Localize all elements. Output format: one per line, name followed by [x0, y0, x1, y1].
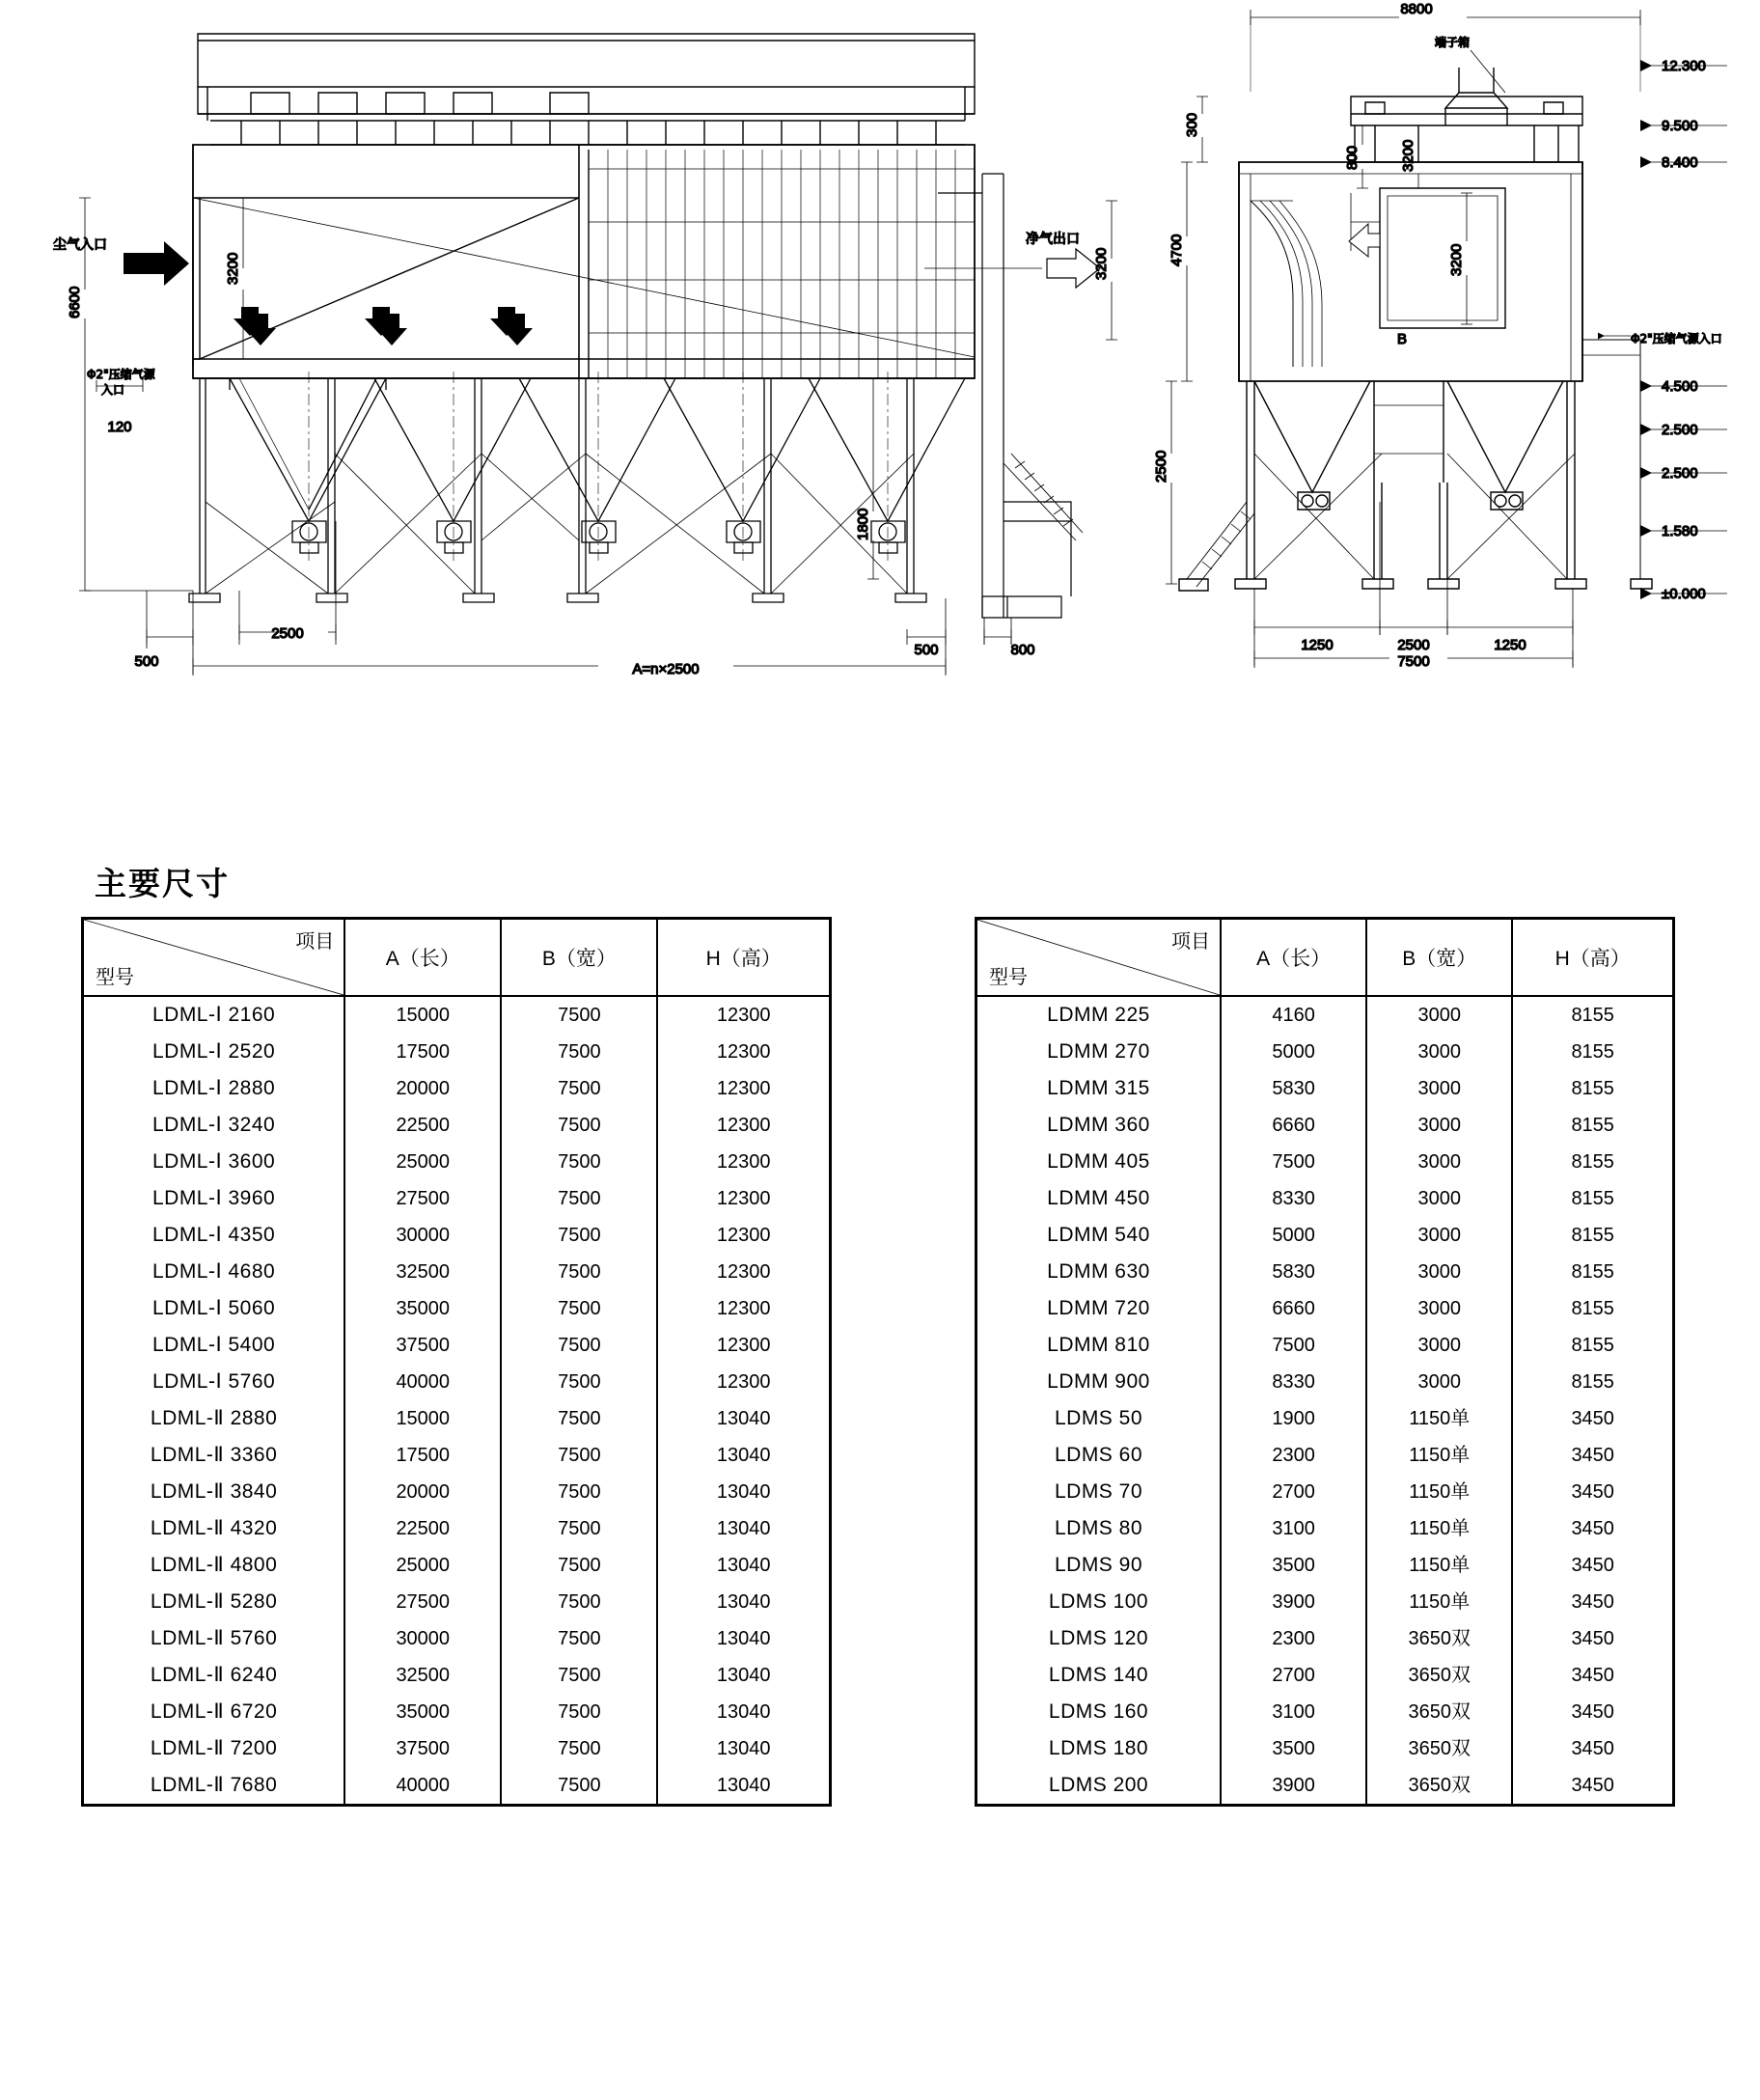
cell-a: 2700: [1221, 1474, 1366, 1510]
dim-6600: 6600: [67, 286, 83, 318]
table-row: [977, 1584, 1672, 1620]
cell-a: 37500: [344, 1730, 501, 1767]
cell-model: LDMM 810: [977, 1327, 1221, 1364]
table-row: [84, 1474, 829, 1510]
cell-b: 7500: [501, 1364, 657, 1400]
cell-model: LDML-Ⅱ 6720: [84, 1694, 344, 1730]
cell-model: LDMM 360: [977, 1107, 1221, 1144]
cell-model: LDMS 70: [977, 1474, 1221, 1510]
cell-model: LDML-Ⅱ 2880: [84, 1400, 344, 1437]
dim-3200-chamber: 3200: [1448, 243, 1465, 276]
cell-b: 3000: [1366, 1217, 1512, 1254]
cell-h: 13040: [657, 1730, 829, 1767]
cell-a: 27500: [344, 1180, 501, 1217]
cell-a: 22500: [344, 1107, 501, 1144]
table-row: [84, 1437, 829, 1474]
elev-5: 2.500: [1662, 465, 1698, 482]
cell-b: 1150单: [1366, 1400, 1512, 1437]
cell-b: 7500: [501, 1474, 657, 1510]
cell-model: LDMM 225: [977, 996, 1221, 1034]
cell-b: 7500: [501, 1694, 657, 1730]
cell-h: 8155: [1512, 1364, 1672, 1400]
table-row: [977, 1107, 1672, 1144]
cell-b: 3000: [1366, 1107, 1512, 1144]
dim-1800: 1800: [855, 508, 871, 540]
cell-model: LDML-Ⅰ 3240: [84, 1107, 344, 1144]
cell-h: 12300: [657, 1290, 829, 1327]
table-row: [84, 1254, 829, 1290]
dim-2500-side: 2500: [1153, 450, 1169, 483]
table-row: [84, 1107, 829, 1144]
cell-h: 12300: [657, 1254, 829, 1290]
header-b: B（宽）: [501, 920, 657, 996]
cell-h: 13040: [657, 1767, 829, 1804]
cell-b: 1150单: [1366, 1510, 1512, 1547]
elev-6: 1.580: [1662, 523, 1698, 539]
cell-a: 7500: [1221, 1327, 1366, 1364]
cell-h: 3450: [1512, 1584, 1672, 1620]
table-row: [84, 1070, 829, 1107]
cell-model: LDML-Ⅱ 5760: [84, 1620, 344, 1657]
table-row: [977, 1694, 1672, 1730]
table-row: [977, 1657, 1672, 1694]
air-source-right-label: Φ2"压缩气源入口: [1631, 332, 1722, 345]
table-row: [977, 1327, 1672, 1364]
cell-b: 7500: [501, 1657, 657, 1694]
technical-drawing: [0, 0, 1760, 733]
cell-model: LDMS 180: [977, 1730, 1221, 1767]
cell-a: 3500: [1221, 1730, 1366, 1767]
table-row: [84, 1364, 829, 1400]
cell-h: 3450: [1512, 1510, 1672, 1547]
table-row: [977, 1290, 1672, 1327]
table-row: [84, 996, 829, 1034]
cell-h: 8155: [1512, 1070, 1672, 1107]
cell-h: 12300: [657, 1144, 829, 1180]
cell-a: 20000: [344, 1474, 501, 1510]
cell-a: 17500: [344, 1437, 501, 1474]
cell-a: 2300: [1221, 1437, 1366, 1474]
cell-h: 12300: [657, 1034, 829, 1070]
cell-h: 12300: [657, 1070, 829, 1107]
cell-h: 3450: [1512, 1400, 1672, 1437]
cell-h: 8155: [1512, 1144, 1672, 1180]
cell-b: 7500: [501, 1180, 657, 1217]
cell-b: 7500: [501, 1767, 657, 1804]
cell-a: 4160: [1221, 996, 1366, 1034]
table-row: [84, 1034, 829, 1070]
cell-a: 2300: [1221, 1620, 1366, 1657]
cell-b: 7500: [501, 996, 657, 1034]
cell-a: 1900: [1221, 1400, 1366, 1437]
cell-a: 8330: [1221, 1364, 1366, 1400]
cell-model: LDML-Ⅰ 2160: [84, 996, 344, 1034]
cell-b: 7500: [501, 1547, 657, 1584]
cell-h: 13040: [657, 1437, 829, 1474]
table-row: [84, 1144, 829, 1180]
cell-model: LDMS 100: [977, 1584, 1221, 1620]
table-row: [84, 1694, 829, 1730]
cell-model: LDML-Ⅱ 3840: [84, 1474, 344, 1510]
table-row: [84, 1584, 829, 1620]
header-model-label: 型号: [96, 965, 134, 988]
table-row: [84, 1510, 829, 1547]
cell-b: 7500: [501, 1107, 657, 1144]
cell-model: LDMS 50: [977, 1400, 1221, 1437]
table-row: [977, 1547, 1672, 1584]
table-row: [977, 1437, 1672, 1474]
cell-b: 3000: [1366, 996, 1512, 1034]
cell-model: LDML-Ⅱ 7680: [84, 1767, 344, 1804]
dim-500-right: 500: [914, 642, 939, 658]
cell-h: 8155: [1512, 996, 1672, 1034]
cell-a: 35000: [344, 1694, 501, 1730]
table-row: [84, 1180, 829, 1217]
elev-7: ±0.000: [1662, 586, 1706, 602]
cell-h: 13040: [657, 1400, 829, 1437]
cell-a: 8330: [1221, 1180, 1366, 1217]
cell-a: 32500: [344, 1254, 501, 1290]
cell-model: LDMM 540: [977, 1217, 1221, 1254]
cell-model: LDML-Ⅰ 3600: [84, 1144, 344, 1180]
cell-model: LDMM 900: [977, 1364, 1221, 1400]
cell-a: 5000: [1221, 1034, 1366, 1070]
cell-h: 12300: [657, 1217, 829, 1254]
cell-h: 13040: [657, 1657, 829, 1694]
cell-b: 3000: [1366, 1034, 1512, 1070]
cell-h: 3450: [1512, 1694, 1672, 1730]
table-row: [84, 1657, 829, 1694]
table-row: [84, 1290, 829, 1327]
left-dimension-table: [81, 917, 832, 1807]
header-model-label: 型号: [989, 965, 1028, 988]
dim-7500-base: 7500: [1397, 653, 1430, 670]
cell-b: 1150单: [1366, 1547, 1512, 1584]
cell-model: LDML-Ⅰ 2520: [84, 1034, 344, 1070]
cell-h: 13040: [657, 1474, 829, 1510]
cell-model: LDMS 140: [977, 1657, 1221, 1694]
cell-b: 1150单: [1366, 1474, 1512, 1510]
cell-a: 7500: [1221, 1144, 1366, 1180]
cell-a: 35000: [344, 1290, 501, 1327]
table-row: [84, 1547, 829, 1584]
cell-b: 3000: [1366, 1290, 1512, 1327]
air-source-left-label: Φ2"压缩气源: [87, 368, 155, 381]
cell-b: 3000: [1366, 1364, 1512, 1400]
cell-b: 3650双: [1366, 1767, 1512, 1804]
elev-4: 2.500: [1662, 422, 1698, 438]
air-source-left-label2: 入口: [101, 383, 125, 397]
elev-1: 9.500: [1662, 118, 1698, 134]
cell-a: 3900: [1221, 1767, 1366, 1804]
cell-model: LDML-Ⅰ 5760: [84, 1364, 344, 1400]
cell-model: LDML-Ⅰ 4350: [84, 1217, 344, 1254]
cell-h: 13040: [657, 1510, 829, 1547]
cell-model: LDML-Ⅱ 7200: [84, 1730, 344, 1767]
cell-h: 13040: [657, 1547, 829, 1584]
clean-outlet-label: 净气出口: [1026, 232, 1080, 247]
cell-a: 37500: [344, 1327, 501, 1364]
cell-b: 3650双: [1366, 1694, 1512, 1730]
table-row: [84, 1217, 829, 1254]
cell-a: 6660: [1221, 1290, 1366, 1327]
cell-b: 7500: [501, 1327, 657, 1364]
cell-model: LDMM 405: [977, 1144, 1221, 1180]
cell-b: 7500: [501, 1730, 657, 1767]
table-row: [977, 996, 1672, 1034]
cell-a: 5830: [1221, 1254, 1366, 1290]
cell-model: LDMS 60: [977, 1437, 1221, 1474]
cell-h: 12300: [657, 1180, 829, 1217]
cell-b: 7500: [501, 1034, 657, 1070]
cell-a: 15000: [344, 996, 501, 1034]
cell-a: 3500: [1221, 1547, 1366, 1584]
table-row: [977, 1364, 1672, 1400]
right-dimension-table: [975, 917, 1675, 1807]
header-a: A（长）: [344, 920, 501, 996]
cell-b: 1150单: [1366, 1584, 1512, 1620]
table-row: [977, 1034, 1672, 1070]
cell-a: 22500: [344, 1510, 501, 1547]
cell-a: 15000: [344, 1400, 501, 1437]
cell-model: LDML-Ⅱ 3360: [84, 1437, 344, 1474]
cell-model: LDML-Ⅱ 4800: [84, 1547, 344, 1584]
table-row: [84, 1767, 829, 1804]
table-row: [977, 1474, 1672, 1510]
cell-b: 7500: [501, 1510, 657, 1547]
cell-a: 20000: [344, 1070, 501, 1107]
cell-h: 3450: [1512, 1547, 1672, 1584]
dim-800: 800: [1344, 145, 1361, 170]
cell-b: 7500: [501, 1144, 657, 1180]
cell-h: 8155: [1512, 1290, 1672, 1327]
cell-h: 3450: [1512, 1657, 1672, 1694]
table-row: [977, 1767, 1672, 1804]
dim-span-label: A=n×2500: [632, 661, 700, 677]
cell-b: 3650双: [1366, 1730, 1512, 1767]
cell-h: 8155: [1512, 1327, 1672, 1364]
header-model-item-cell-right: [977, 920, 1221, 996]
dim-300: 300: [1184, 112, 1200, 137]
cell-b: 3000: [1366, 1180, 1512, 1217]
cell-a: 3900: [1221, 1584, 1366, 1620]
cell-h: 8155: [1512, 1034, 1672, 1070]
cell-h: 12300: [657, 1364, 829, 1400]
elev-2: 8.400: [1662, 154, 1698, 171]
table-row: [84, 1400, 829, 1437]
cell-h: 13040: [657, 1694, 829, 1730]
cell-h: 12300: [657, 1107, 829, 1144]
dim-800-right: 800: [1010, 642, 1035, 658]
cell-b: 3000: [1366, 1144, 1512, 1180]
cell-b: 3000: [1366, 1327, 1512, 1364]
cell-h: 8155: [1512, 1107, 1672, 1144]
cell-h: 13040: [657, 1584, 829, 1620]
cell-a: 6660: [1221, 1107, 1366, 1144]
cell-model: LDMS 120: [977, 1620, 1221, 1657]
cell-a: 40000: [344, 1767, 501, 1804]
header-item-label: 项目: [295, 929, 335, 953]
table-row: [977, 1510, 1672, 1547]
dim-500-left: 500: [134, 653, 159, 670]
cell-b: 7500: [501, 1290, 657, 1327]
label-b: B: [1397, 331, 1408, 347]
cell-a: 3100: [1221, 1694, 1366, 1730]
cell-b: 7500: [501, 1584, 657, 1620]
table-row: [84, 1730, 829, 1767]
dim-120: 120: [107, 419, 132, 435]
table-row: [977, 1400, 1672, 1437]
table-row: [977, 1217, 1672, 1254]
dim-3200-top: 3200: [1400, 139, 1416, 172]
cell-model: LDMS 80: [977, 1510, 1221, 1547]
header-b: B（宽）: [1366, 920, 1512, 996]
cell-a: 3100: [1221, 1510, 1366, 1547]
dim-3200-outlet: 3200: [1093, 247, 1110, 280]
cell-model: LDMS 160: [977, 1694, 1221, 1730]
cell-b: 1150单: [1366, 1437, 1512, 1474]
terminal-box-label: 端子箱: [1435, 36, 1471, 49]
cell-h: 3450: [1512, 1730, 1672, 1767]
cell-model: LDML-Ⅱ 4320: [84, 1510, 344, 1547]
cell-b: 3000: [1366, 1070, 1512, 1107]
table-row: [977, 1730, 1672, 1767]
dim-1250-right: 1250: [1494, 637, 1526, 653]
cell-model: LDML-Ⅰ 2880: [84, 1070, 344, 1107]
elev-0: 12.300: [1662, 58, 1706, 74]
cell-model: LDML-Ⅱ 6240: [84, 1657, 344, 1694]
cell-h: 12300: [657, 1327, 829, 1364]
cell-model: LDMM 720: [977, 1290, 1221, 1327]
cell-b: 7500: [501, 1620, 657, 1657]
cell-model: LDMM 450: [977, 1180, 1221, 1217]
dust-inlet-label: 尘气入口: [53, 237, 107, 253]
cell-b: 3650双: [1366, 1620, 1512, 1657]
cell-h: 3450: [1512, 1767, 1672, 1804]
header-item-label: 项目: [1171, 929, 1210, 953]
dim-8800: 8800: [1400, 1, 1433, 17]
cell-h: 8155: [1512, 1180, 1672, 1217]
cell-b: 7500: [501, 1400, 657, 1437]
table-row: [977, 1254, 1672, 1290]
elev-3: 4.500: [1662, 378, 1698, 395]
cell-a: 25000: [344, 1547, 501, 1584]
cell-b: 3000: [1366, 1254, 1512, 1290]
header-model-item-cell: [84, 920, 344, 996]
cell-a: 30000: [344, 1217, 501, 1254]
table-row: [977, 1180, 1672, 1217]
dim-3200-inlet: 3200: [225, 252, 241, 285]
header-h: H（高）: [657, 920, 829, 996]
cell-a: 5000: [1221, 1217, 1366, 1254]
cell-h: 3450: [1512, 1474, 1672, 1510]
cell-a: 32500: [344, 1657, 501, 1694]
dim-4700: 4700: [1169, 234, 1185, 266]
cell-a: 27500: [344, 1584, 501, 1620]
cell-h: 13040: [657, 1620, 829, 1657]
cell-a: 5830: [1221, 1070, 1366, 1107]
cell-model: LDML-Ⅱ 5280: [84, 1584, 344, 1620]
header-a: A（长）: [1221, 920, 1366, 996]
table-row: [84, 1327, 829, 1364]
cell-model: LDMM 270: [977, 1034, 1221, 1070]
table-row: [977, 1070, 1672, 1107]
cell-a: 40000: [344, 1364, 501, 1400]
cell-b: 7500: [501, 1070, 657, 1107]
cell-h: 8155: [1512, 1254, 1672, 1290]
cell-b: 7500: [501, 1254, 657, 1290]
cell-b: 7500: [501, 1437, 657, 1474]
cell-model: LDML-Ⅰ 5400: [84, 1327, 344, 1364]
cell-model: LDMS 90: [977, 1547, 1221, 1584]
table-row: [977, 1620, 1672, 1657]
cell-model: LDMS 200: [977, 1767, 1221, 1804]
cell-h: 12300: [657, 996, 829, 1034]
cell-h: 3450: [1512, 1437, 1672, 1474]
cell-h: 8155: [1512, 1217, 1672, 1254]
cell-a: 17500: [344, 1034, 501, 1070]
table-row: [977, 1144, 1672, 1180]
dim-2500-pitch: 2500: [271, 625, 304, 642]
cell-model: LDMM 630: [977, 1254, 1221, 1290]
cell-b: 3650双: [1366, 1657, 1512, 1694]
cell-model: LDMM 315: [977, 1070, 1221, 1107]
cell-model: LDML-Ⅰ 5060: [84, 1290, 344, 1327]
section-title: 主要尺寸: [95, 865, 230, 902]
dim-1250-left: 1250: [1301, 637, 1334, 653]
cell-model: LDML-Ⅰ 4680: [84, 1254, 344, 1290]
cell-h: 3450: [1512, 1620, 1672, 1657]
cell-b: 7500: [501, 1217, 657, 1254]
cell-a: 30000: [344, 1620, 501, 1657]
cell-model: LDML-Ⅰ 3960: [84, 1180, 344, 1217]
header-h: H（高）: [1512, 920, 1672, 996]
cell-a: 2700: [1221, 1657, 1366, 1694]
cell-a: 25000: [344, 1144, 501, 1180]
dim-2500-base: 2500: [1397, 637, 1430, 653]
table-row: [84, 1620, 829, 1657]
